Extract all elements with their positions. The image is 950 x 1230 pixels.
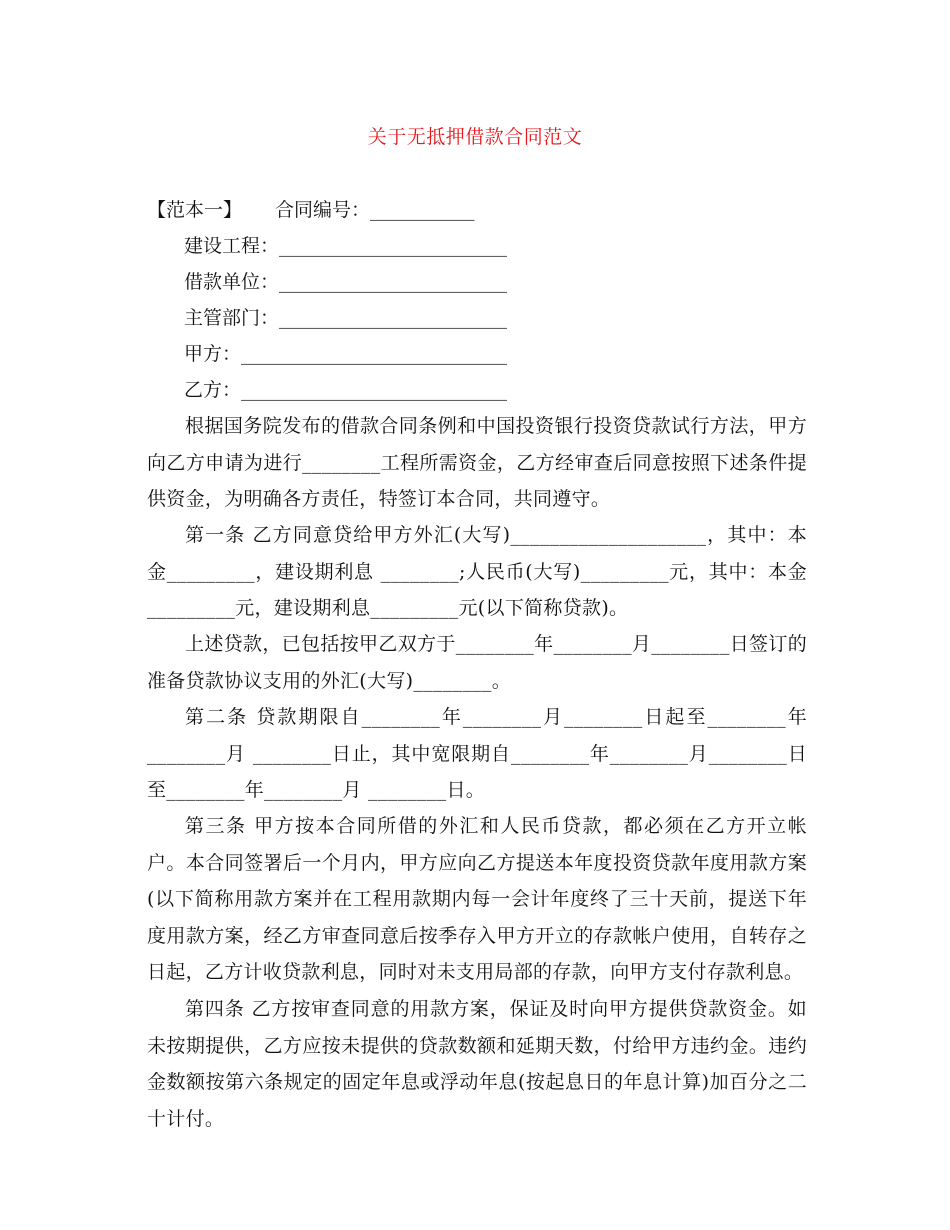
- field-supervising-dept: 主管部门：________________________: [184, 307, 508, 329]
- sample-label: 【范本一】: [147, 199, 243, 221]
- document-title: 关于无抵押借款合同范文: [367, 126, 583, 148]
- paragraph-article-4: 第四条 乙方按审查同意的用款方案，保证及时向甲方提供贷款资金。如未按期提供，乙方应按未提供的贷款数额和延期天数，付给甲方违约金。违约金数额按第六条规定的固定年息或浮动年息(按起息日的年息计算)加百分之二十计付。: [147, 998, 807, 1130]
- field-party-b: 乙方：____________________________: [184, 379, 508, 401]
- paragraph-article-3: 第三条 甲方按本合同所借的外汇和人民币贷款，都必须在乙方开立帐户。本合同签署后一个月内，甲方应向乙方提送本年度投资贷款年度用款方案 (以下简称用款方案并在工程用款期内每一会计年度终了三十天前，提送下年度用款方案，经乙方审查同意后按季存入甲方开立的存款帐户使用，自转存之日起，乙方计收贷款利息，同时对未支用局部的存款，向甲方支付存款利息。: [147, 815, 807, 984]
- paragraph-article-2: 第二条 贷款期限自________年________月________日起至________年________月 ________日止，其中宽限期自________年________月________日至________年________月 ________日。: [147, 706, 807, 802]
- field-construction-project: 建设工程：________________________: [184, 235, 508, 257]
- paragraph-loan-note: 上述贷款，已包括按甲乙双方于________年________月________日签订的准备贷款协议支用的外汇(大写)________。: [147, 633, 807, 692]
- field-borrowing-unit: 借款单位：________________________: [184, 271, 508, 293]
- paragraph-preamble: 根据国务院发布的借款合同条例和中国投资银行投资贷款试行方法，甲方向乙方申请为进行________工程所需资金，乙方经审查后同意按照下述条件提供资金，为明确各方责任，特签订本合同，共同遵守。: [147, 415, 807, 511]
- paragraph-article-1: 第一条 乙方同意贷给甲方外汇(大写)____________________，其中：本金_________，建设期利息 ________;人民币(大写)_________元，其中：本金_________元，建设期利息_________元(以下简称贷款)。: [147, 524, 807, 620]
- contract-number-field: 合同编号：___________: [275, 199, 475, 221]
- field-party-a: 甲方：____________________________: [184, 343, 508, 365]
